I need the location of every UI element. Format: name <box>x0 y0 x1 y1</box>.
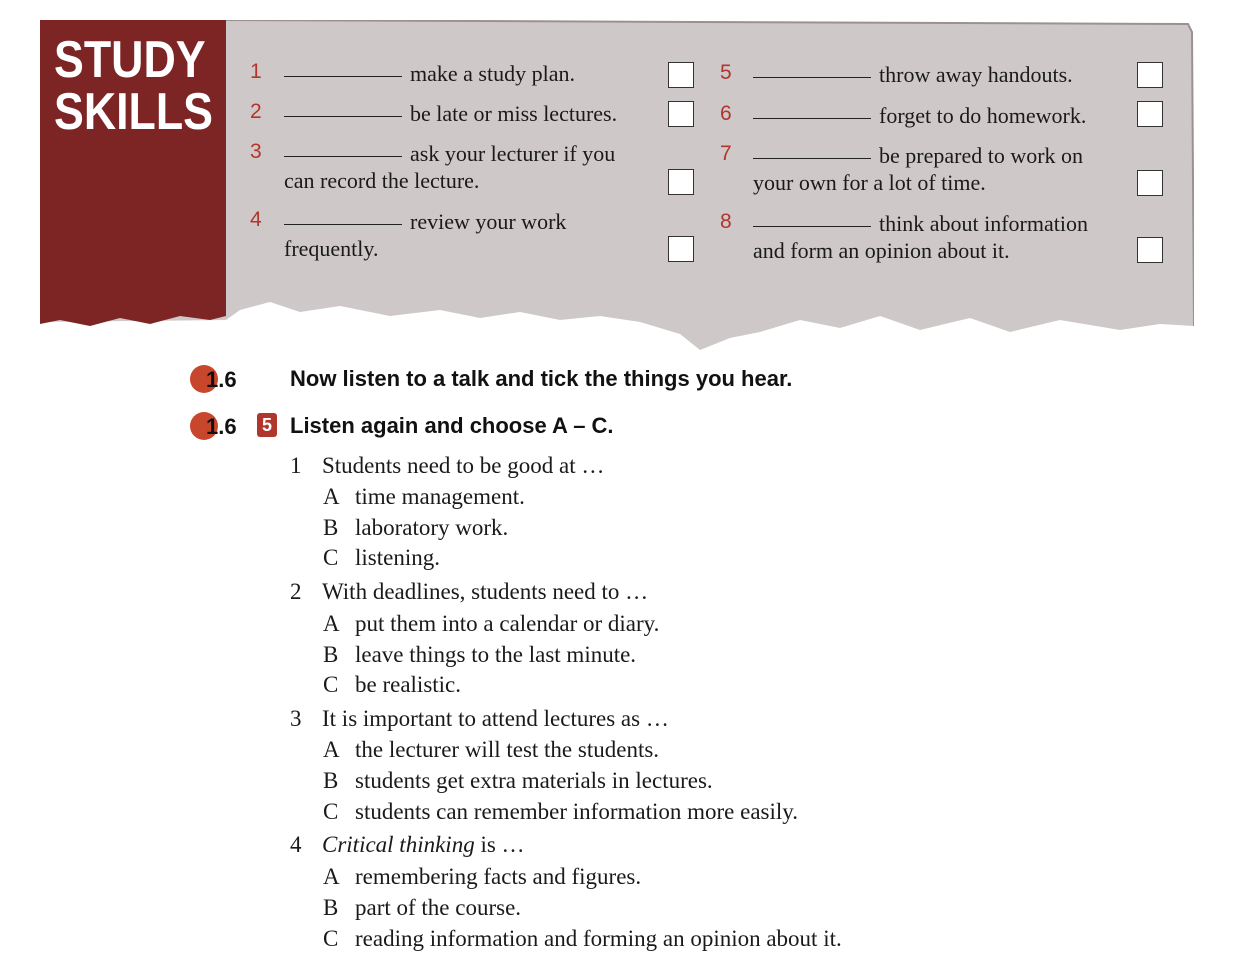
option-2c[interactable]: C be realistic. <box>323 672 462 697</box>
checkbox-item-7[interactable] <box>1137 170 1163 196</box>
study-item-4: review your work frequently. <box>284 209 567 261</box>
panel-title: STUDY SKILLS <box>54 31 214 141</box>
option-4a[interactable]: A remembering facts and figures. <box>323 864 642 889</box>
checkbox-item-4[interactable] <box>668 236 694 262</box>
study-item-6: forget to do homework. <box>753 102 1086 129</box>
checkbox-item-2[interactable] <box>668 101 694 127</box>
question-2: 2 With deadlines, students need to … <box>290 579 649 604</box>
checkbox-item-8[interactable] <box>1137 237 1163 263</box>
exercise-number-badge: 5 <box>257 413 277 437</box>
item-number: 1 <box>250 60 262 83</box>
audio-track-label[interactable]: 1.6 <box>190 365 237 393</box>
answer-blank <box>284 224 402 225</box>
exercise-4-instruction: Now listen to a talk and tick the things you hear. <box>290 366 793 391</box>
option-1b[interactable]: B laboratory work. <box>323 515 509 540</box>
option-1c[interactable]: C listening. <box>323 545 440 570</box>
checkbox-item-1[interactable] <box>668 62 694 88</box>
question-4: 4 Critical thinking is … <box>290 832 525 857</box>
checkbox-item-6[interactable] <box>1137 101 1163 127</box>
checkbox-item-3[interactable] <box>668 169 694 195</box>
item-number: 8 <box>720 210 732 233</box>
answer-blank <box>753 226 871 227</box>
exercise-5-instruction: Listen again and choose A – C. <box>290 413 614 438</box>
audio-track-label[interactable]: 1.6 <box>190 412 237 440</box>
item-number: 6 <box>720 102 732 125</box>
study-item-5: throw away handouts. <box>753 61 1073 88</box>
checkbox-item-5[interactable] <box>1137 62 1163 88</box>
study-item-1: make a study plan. <box>284 60 575 87</box>
option-3a[interactable]: A the lecturer will test the students. <box>323 737 660 762</box>
study-item-7: be prepared to work on your own for a lot of time. <box>753 143 1084 195</box>
option-3c[interactable]: C students can remember information more easily. <box>323 799 799 824</box>
option-4b[interactable]: B part of the course. <box>323 895 522 920</box>
term-critical-thinking: Critical thinking <box>322 832 475 857</box>
answer-blank <box>753 158 871 159</box>
answer-blank <box>284 156 402 157</box>
answer-blank <box>753 118 871 119</box>
answer-blank <box>284 76 402 77</box>
option-2a[interactable]: A put them into a calendar or diary. <box>323 611 660 636</box>
question-3: 3 It is important to attend lectures as … <box>290 706 669 731</box>
option-2b[interactable]: B leave things to the last minute. <box>323 642 637 667</box>
study-item-3: ask your lecturer if you can record the lecture. <box>284 141 616 193</box>
item-number: 3 <box>250 140 262 163</box>
item-number: 4 <box>250 208 262 231</box>
item-number: 5 <box>720 61 732 84</box>
item-number: 2 <box>250 100 262 123</box>
answer-blank <box>284 116 402 117</box>
study-item-8: think about information and form an opinion about it. <box>753 211 1088 263</box>
option-1a[interactable]: A time management. <box>323 484 525 509</box>
option-3b[interactable]: B students get extra materials in lectures. <box>323 768 713 793</box>
answer-blank <box>753 77 871 78</box>
question-1: 1 Students need to be good at … <box>290 453 605 478</box>
option-4c[interactable]: C reading information and forming an opinion about it. <box>323 926 842 951</box>
study-item-2: be late or miss lectures. <box>284 100 617 127</box>
item-number: 7 <box>720 142 732 165</box>
